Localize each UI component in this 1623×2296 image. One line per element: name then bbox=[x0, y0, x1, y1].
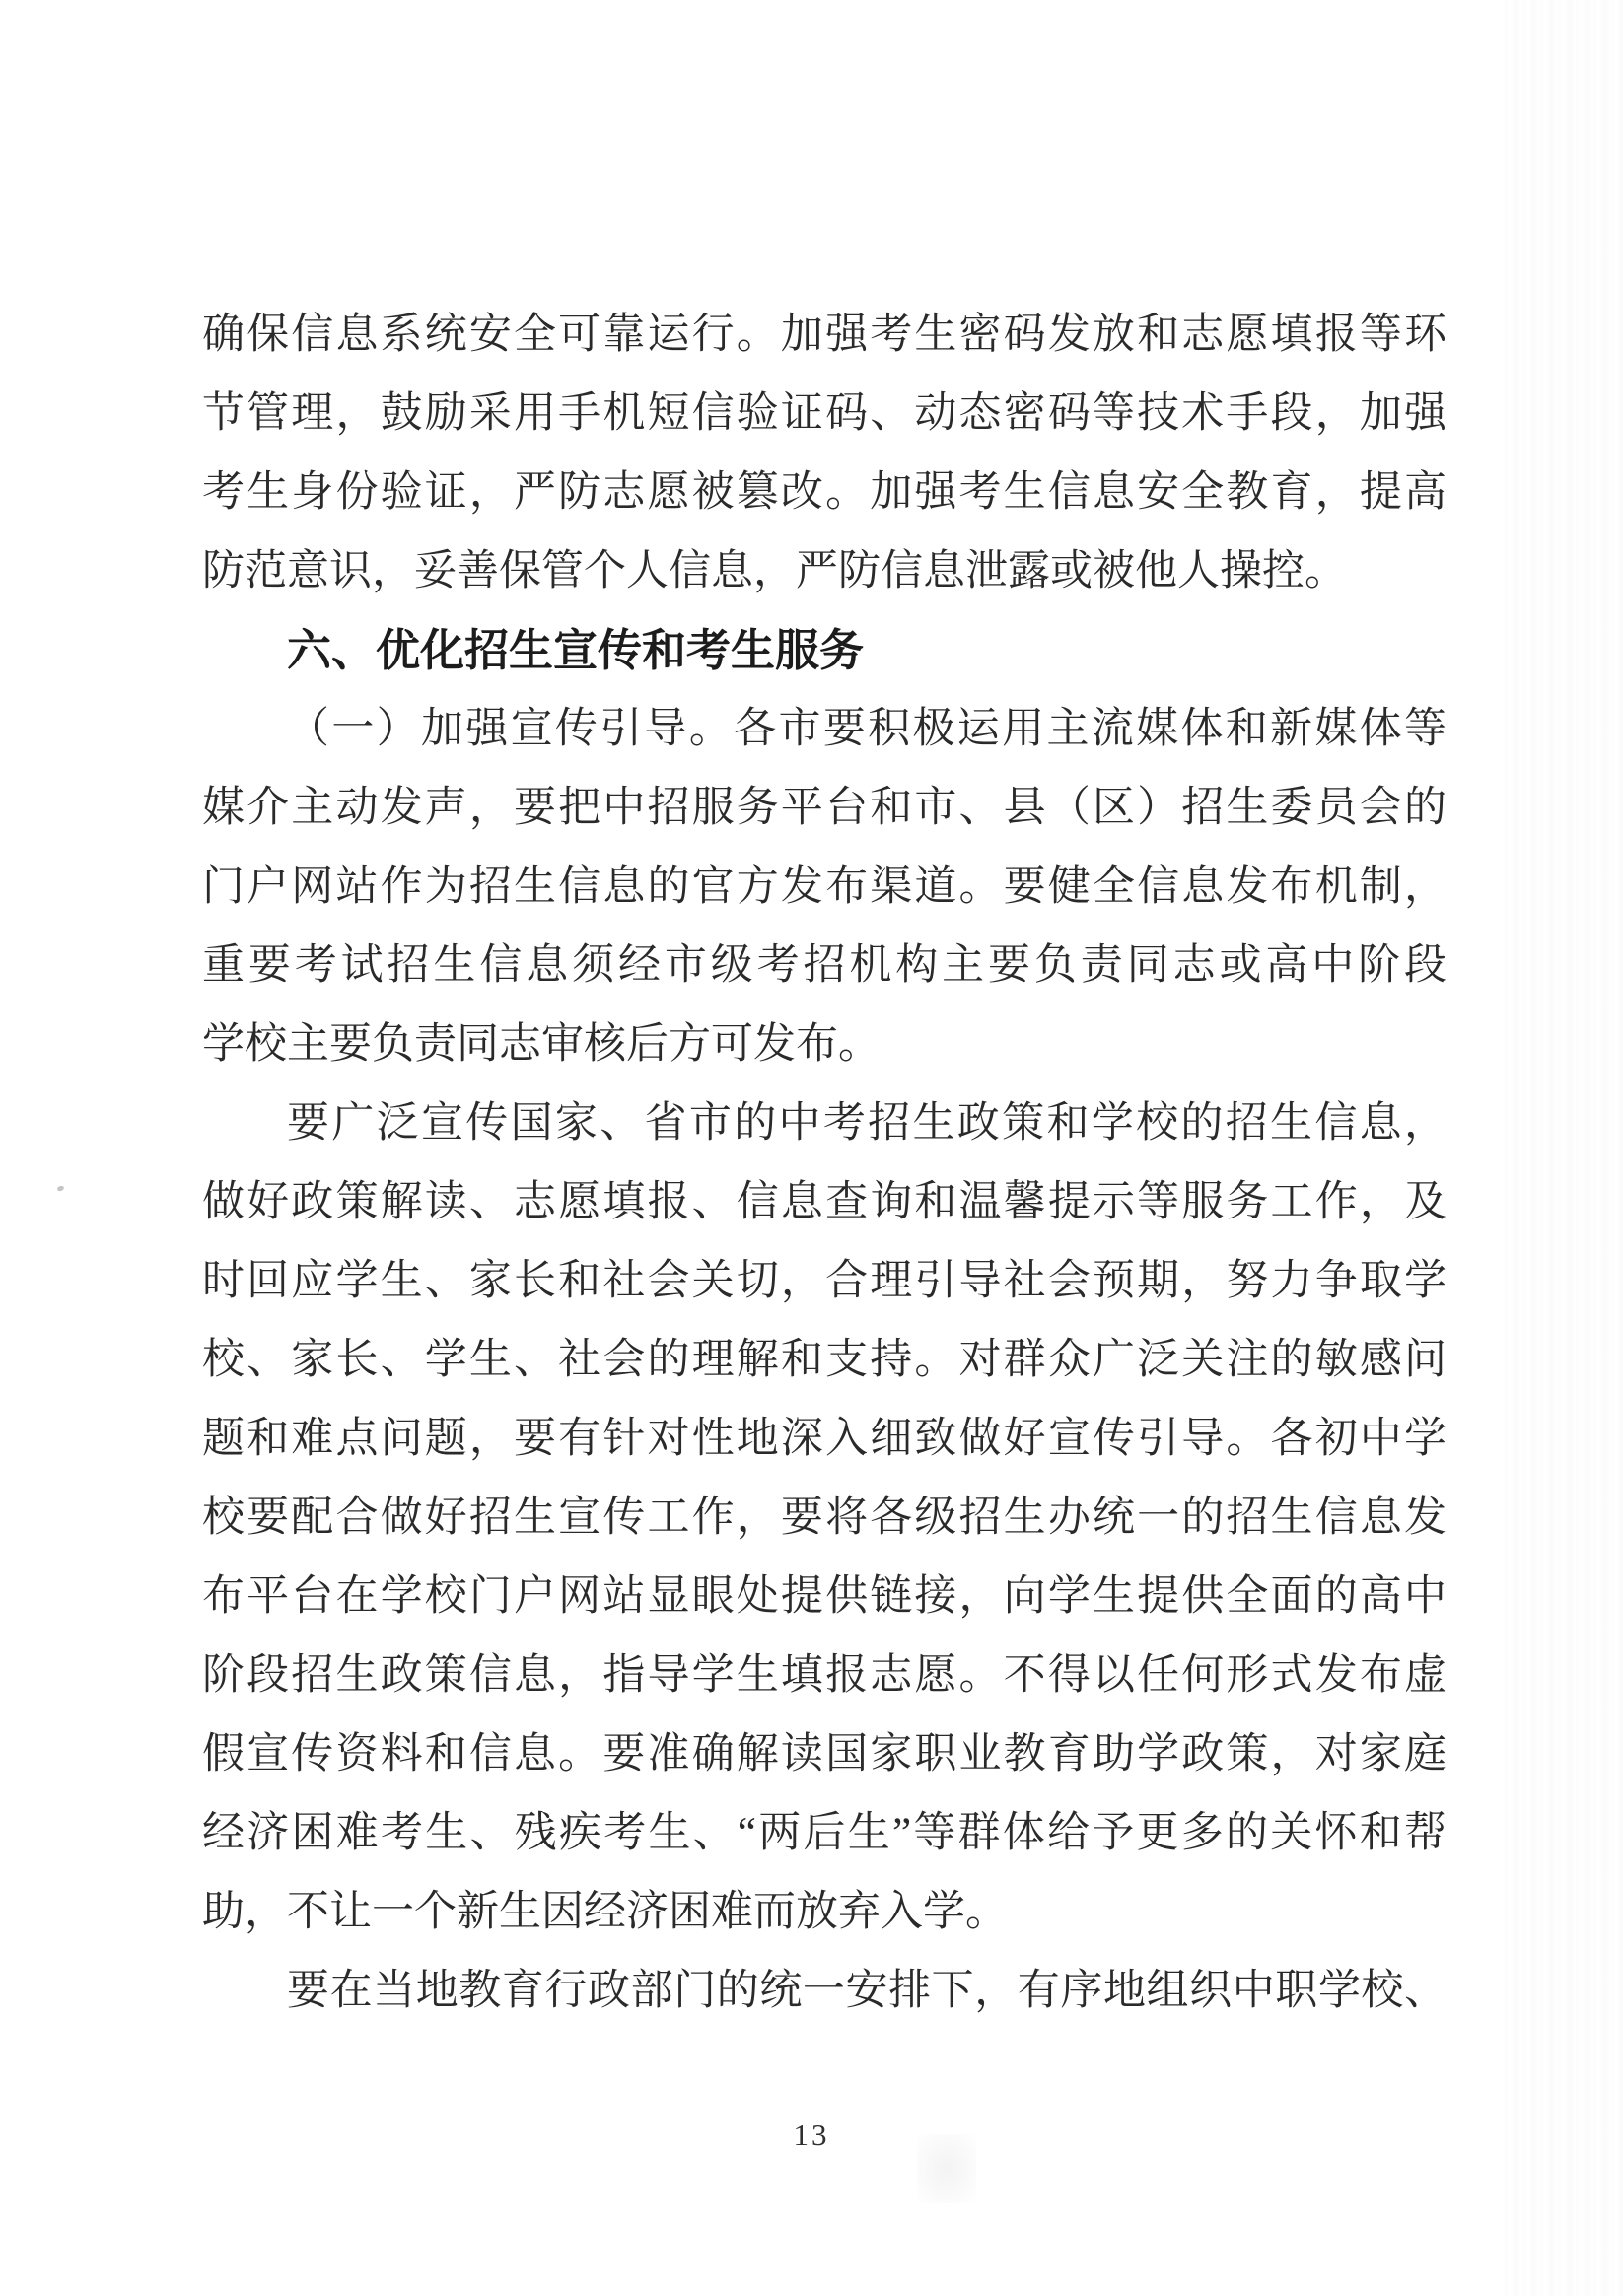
scan-streaks-artifact bbox=[1505, 0, 1623, 2296]
text-line: 要在当地教育行政部门的统一安排下，有序地组织中职学校、 bbox=[287, 1968, 1447, 2014]
page-number: 13 bbox=[793, 2118, 830, 2152]
text-line: 假宣传资料和信息。要准确解读国家职业教育助学政策，对家庭 bbox=[202, 1731, 1447, 1777]
text-line: 做好政策解读、志愿填报、信息查询和温馨提示等服务工作，及 bbox=[202, 1179, 1447, 1225]
text-line: 布平台在学校门户网站显眼处提供链接，向学生提供全面的高中 bbox=[202, 1573, 1447, 1620]
text-line: 时回应学生、家长和社会关切，合理引导社会预期，努力争取学 bbox=[202, 1258, 1447, 1304]
text-line: 门户网站作为招生信息的官方发布渠道。要健全信息发布机制， bbox=[202, 864, 1447, 910]
text-line: 助，不让一个新生因经济困难而放弃入学。 bbox=[202, 1889, 1008, 1935]
document-body bbox=[202, 296, 1447, 2031]
text-line: 媒介主动发声，要把中招服务平台和市、县（区）招生委员会的 bbox=[202, 785, 1447, 831]
text-line: （一）加强宣传引导。各市要积极运用主流媒体和新媒体等 bbox=[287, 706, 1447, 752]
text-line: 考生身份验证，严防志愿被篡改。加强考生信息安全教育，提高 bbox=[202, 469, 1447, 516]
text-line: 重要考试招生信息须经市级考招机构主要负责同志或高中阶段 bbox=[202, 942, 1447, 989]
section-heading: 六、优化招生宣传和考生服务 bbox=[287, 625, 865, 675]
text-line: 校要配合做好招生宣传工作，要将各级招生办统一的招生信息发 bbox=[202, 1495, 1447, 1541]
scan-dot-artifact bbox=[56, 1185, 64, 1192]
text-line: 校、家长、学生、社会的理解和支持。对群众广泛关注的敏感问 bbox=[202, 1337, 1447, 1383]
text-line: 防范意识，妥善保管个人信息，严防信息泄露或被他人操控。 bbox=[202, 548, 1347, 594]
text-line: 要广泛宣传国家、省市的中考招生政策和学校的招生信息， bbox=[287, 1100, 1447, 1147]
text-line: 学校主要负责同志审核后方可发布。 bbox=[202, 1021, 881, 1068]
text-line: 确保信息系统安全可靠运行。加强考生密码发放和志愿填报等环 bbox=[202, 312, 1447, 358]
text-line: 经济困难考生、残疾考生、“两后生”等群体给予更多的关怀和帮 bbox=[202, 1810, 1447, 1856]
text-line: 节管理，鼓励采用手机短信验证码、动态密码等技术手段，加强 bbox=[202, 390, 1447, 437]
text-line: 阶段招生政策信息，指导学生填报志愿。不得以任何形式发布虚 bbox=[202, 1652, 1447, 1699]
text-line: 题和难点问题，要有针对性地深入细致做好宣传引导。各初中学 bbox=[202, 1416, 1447, 1462]
